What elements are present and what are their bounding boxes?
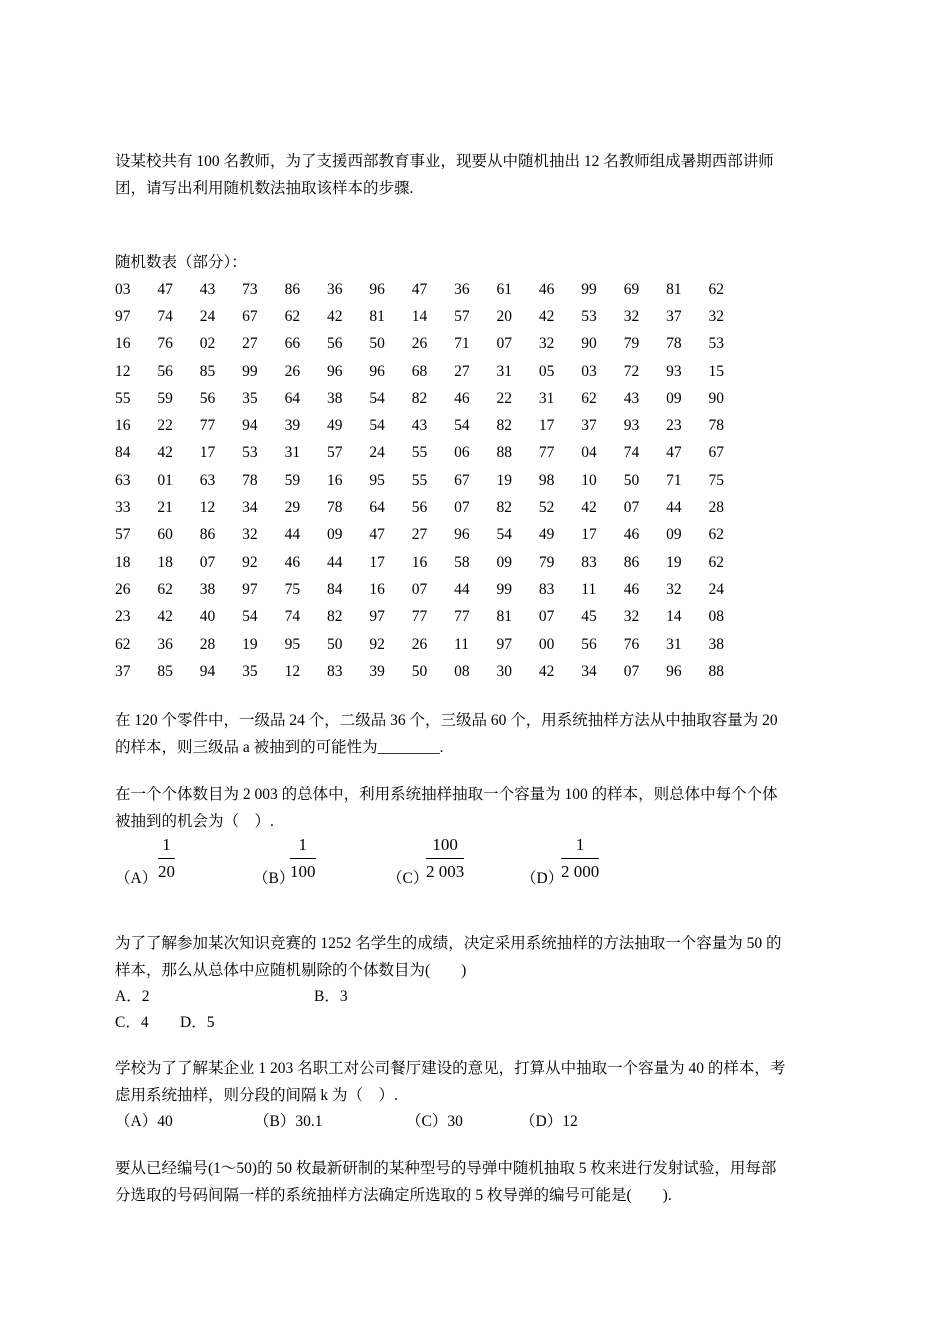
random-table-cell: 47 — [411, 280, 428, 298]
random-table-cell: 32 — [538, 335, 555, 353]
question-4-option-a: A．2 — [115, 988, 150, 1005]
question-3 — [115, 781, 837, 835]
random-table-cell: 47 — [369, 526, 385, 544]
random-table-cell: 84 — [326, 580, 343, 598]
random-table-cell: 47 — [157, 280, 173, 298]
option-b-numerator: 1 — [290, 834, 316, 859]
random-table-cell: 09 — [666, 526, 682, 544]
question-3-line-1: 在一个个体数目为 2 003 的总体中，利用系统抽样抽取一个容量为 100 的样本，则总体中每个个体 — [115, 786, 778, 803]
random-table-cell: 16 — [411, 553, 428, 571]
random-table-cell: 37 — [115, 662, 131, 680]
random-table-cell: 18 — [157, 553, 173, 571]
random-table-cell: 61 — [496, 280, 513, 298]
random-table-cell: 38 — [199, 580, 216, 598]
random-table-cell: 82 — [326, 608, 343, 626]
random-table-cell: 44 — [326, 553, 343, 571]
random-table-cell: 55 — [115, 389, 131, 407]
random-table-cell: 31 — [666, 635, 682, 653]
question-3-line-2: 被抽到的机会为（ ）. — [115, 813, 274, 830]
random-table-cell: 07 — [623, 499, 640, 517]
random-table-cell: 36 — [157, 635, 173, 653]
random-table-cell: 23 — [666, 417, 682, 435]
random-table-cell: 52 — [538, 499, 555, 517]
random-table-cell: 11 — [454, 635, 470, 653]
random-table-cell: 44 — [666, 499, 682, 517]
random-table-cell: 82 — [496, 417, 513, 435]
random-table-row — [115, 658, 751, 685]
question-4 — [115, 930, 837, 984]
random-table-cell: 74 — [157, 307, 173, 325]
option-a-numerator: 1 — [158, 834, 175, 859]
random-table-cell: 33 — [115, 499, 131, 517]
random-table-cell: 78 — [326, 499, 343, 517]
question-1 — [115, 148, 837, 202]
random-table-cell: 77 — [454, 608, 470, 626]
random-table-cell: 95 — [284, 635, 301, 653]
random-table-cell: 62 — [708, 526, 724, 544]
random-table-cell: 00 — [538, 635, 555, 653]
random-table-cell: 71 — [666, 471, 682, 489]
random-table-cell: 09 — [326, 526, 343, 544]
random-table-cell: 11 — [581, 580, 597, 598]
random-table-cell: 37 — [666, 307, 682, 325]
random-table-cell: 46 — [623, 580, 640, 598]
option-c-label: （C） — [387, 870, 429, 887]
question-5 — [115, 1055, 837, 1109]
random-table-cell: 42 — [581, 499, 597, 517]
random-table-cell: 81 — [496, 608, 513, 626]
random-table-cell: 17 — [369, 553, 385, 571]
random-table-cell: 02 — [199, 335, 216, 353]
random-table-cell: 31 — [538, 389, 555, 407]
random-table-cell: 01 — [157, 471, 173, 489]
random-table-cell: 32 — [242, 526, 258, 544]
random-table-cell: 24 — [708, 580, 724, 598]
random-table-row — [115, 385, 751, 412]
random-table-cell: 62 — [581, 389, 597, 407]
random-table-cell: 98 — [538, 471, 555, 489]
option-b-fraction — [290, 834, 316, 883]
random-table-cell: 56 — [581, 635, 597, 653]
question-6-line-2: 分选取的号码间隔一样的系统抽样方法确定所选取的 5 枚导弹的编号可能是( ). — [115, 1187, 672, 1204]
random-table-cell: 42 — [157, 444, 173, 462]
random-table-cell: 09 — [496, 553, 513, 571]
random-table-cell: 94 — [199, 662, 216, 680]
random-table-cell: 53 — [242, 444, 258, 462]
random-table-cell: 78 — [242, 471, 258, 489]
random-table-cell: 30 — [496, 662, 513, 680]
random-table-row — [115, 412, 751, 439]
option-d-fraction — [561, 834, 599, 883]
question-4-line-1: 为了了解参加某次知识竞赛的 1252 名学生的成绩，决定采用系统抽样的方法抽取一个容量为 50 的 — [115, 935, 782, 952]
random-table-cell: 83 — [538, 580, 555, 598]
random-table-cell: 27 — [454, 362, 470, 380]
random-table-cell: 07 — [411, 580, 428, 598]
random-table-cell: 45 — [581, 608, 597, 626]
random-table-cell: 88 — [708, 662, 724, 680]
random-table-cell: 07 — [199, 553, 216, 571]
random-table-cell: 56 — [326, 335, 343, 353]
random-table-cell: 96 — [326, 362, 343, 380]
random-table-row — [115, 358, 751, 385]
random-table-cell: 59 — [284, 471, 301, 489]
random-table-cell: 95 — [369, 471, 385, 489]
random-table-cell: 26 — [411, 335, 428, 353]
random-table-cell: 17 — [538, 417, 555, 435]
random-table-cell: 54 — [496, 526, 513, 544]
question-2-line-2: 的样本，则三级品 a 被抽到的可能性为________. — [115, 739, 444, 756]
random-table-cell: 35 — [242, 389, 258, 407]
random-table-cell: 67 — [454, 471, 470, 489]
random-table-cell: 04 — [581, 444, 597, 462]
random-table-cell: 53 — [708, 335, 724, 353]
random-table-cell: 31 — [284, 444, 301, 462]
random-table-cell: 22 — [157, 417, 173, 435]
random-table-cell: 39 — [284, 417, 301, 435]
random-table-cell: 07 — [623, 662, 640, 680]
random-table-cell: 77 — [411, 608, 428, 626]
option-d-denominator: 2 000 — [561, 862, 600, 881]
random-table-cell: 44 — [454, 580, 470, 598]
random-table-cell: 35 — [242, 662, 258, 680]
question-5-line-1: 学校为了了解某企业 1 203 名职工对公司餐厅建设的意见，打算从中抽取一个容量为 40 的样本，考 — [115, 1060, 786, 1077]
random-table-cell: 75 — [284, 580, 301, 598]
random-table-cell: 83 — [326, 662, 343, 680]
random-table-cell: 38 — [708, 635, 724, 653]
random-table-cell: 36 — [454, 280, 470, 298]
random-table-cell: 97 — [496, 635, 513, 653]
random-table-cell: 54 — [369, 389, 385, 407]
random-table-cell: 62 — [157, 580, 173, 598]
random-table-cell: 42 — [538, 307, 555, 325]
random-table-cell: 54 — [369, 417, 385, 435]
random-table-cell: 54 — [454, 417, 470, 435]
random-table-cell: 92 — [242, 553, 258, 571]
random-table-cell: 46 — [454, 389, 470, 407]
random-table-cell: 74 — [284, 608, 301, 626]
random-table-cell: 76 — [623, 635, 640, 653]
random-table-cell: 46 — [623, 526, 640, 544]
random-table-cell: 84 — [115, 444, 131, 462]
random-table-cell: 67 — [708, 444, 724, 462]
random-table-cell: 44 — [284, 526, 301, 544]
random-table-cell: 14 — [411, 307, 428, 325]
random-table-cell: 68 — [411, 362, 428, 380]
random-table-cell: 07 — [538, 608, 555, 626]
option-c-fraction — [426, 834, 464, 883]
random-table-row — [115, 303, 751, 330]
random-table-cell: 16 — [326, 471, 343, 489]
random-table-cell: 63 — [199, 471, 216, 489]
random-table-cell: 57 — [326, 444, 343, 462]
random-table-cell: 64 — [369, 499, 385, 517]
random-table-cell: 12 — [115, 362, 131, 380]
random-table-cell: 43 — [199, 280, 216, 298]
random-table-row — [115, 494, 751, 521]
random-table-cell: 50 — [326, 635, 343, 653]
random-table-cell: 78 — [666, 335, 682, 353]
random-table-cell: 73 — [242, 280, 258, 298]
random-table-cell: 42 — [326, 307, 343, 325]
random-table-row — [115, 549, 751, 576]
random-table-cell: 32 — [666, 580, 682, 598]
random-table-row — [115, 440, 751, 467]
random-table-cell: 50 — [623, 471, 640, 489]
question-1-line-2: 团，请写出利用随机数法抽取该样本的步骤. — [115, 180, 414, 197]
random-table-cell: 96 — [454, 526, 470, 544]
question-6-line-1: 要从已经编号(1～50)的 50 枚最新研制的某种型号的导弹中随机抽取 5 枚来进行发射试验，用每部 — [115, 1160, 777, 1177]
random-table-cell: 20 — [496, 307, 513, 325]
random-table-cell: 83 — [581, 553, 597, 571]
random-table-cell: 49 — [538, 526, 555, 544]
random-table-cell: 59 — [157, 389, 173, 407]
random-table-row — [115, 522, 751, 549]
random-table-cell: 43 — [623, 389, 640, 407]
random-table-cell: 08 — [454, 662, 470, 680]
random-table-cell: 86 — [199, 526, 216, 544]
random-table-cell: 72 — [623, 362, 640, 380]
random-table-cell: 86 — [623, 553, 640, 571]
question-4-option-c: C．4 — [115, 1014, 149, 1031]
random-table-cell: 93 — [623, 417, 640, 435]
random-table-cell: 16 — [115, 417, 131, 435]
random-table-cell: 23 — [115, 608, 131, 626]
random-table-cell: 24 — [199, 307, 216, 325]
random-table-cell: 64 — [284, 389, 301, 407]
option-a-fraction — [158, 834, 175, 883]
random-table-cell: 21 — [157, 499, 173, 517]
question-5-option-a: （A）40 — [115, 1113, 173, 1130]
question-5-option-c: （C）30 — [406, 1113, 463, 1130]
random-table-cell: 63 — [115, 471, 131, 489]
random-table-cell: 42 — [538, 662, 555, 680]
random-table-cell: 71 — [454, 335, 470, 353]
random-table-cell: 78 — [708, 417, 724, 435]
option-c-denominator: 2 003 — [426, 862, 465, 881]
random-table-cell: 85 — [157, 662, 173, 680]
random-table-cell: 67 — [242, 307, 258, 325]
random-table-cell: 28 — [708, 499, 724, 517]
random-table-cell: 38 — [326, 389, 343, 407]
question-2 — [115, 707, 837, 761]
question-5-option-d: （D）12 — [520, 1113, 578, 1130]
random-table-row — [115, 467, 751, 494]
random-table-cell: 54 — [242, 608, 258, 626]
random-table-cell: 75 — [708, 471, 724, 489]
random-table-cell: 97 — [369, 608, 385, 626]
random-table-cell: 15 — [708, 362, 724, 380]
random-table-cell: 18 — [115, 553, 131, 571]
random-table-cell: 42 — [157, 608, 173, 626]
random-table-cell: 74 — [623, 444, 640, 462]
random-table-cell: 97 — [115, 307, 131, 325]
random-table-cell: 62 — [284, 307, 301, 325]
random-table-cell: 69 — [623, 280, 640, 298]
random-table-cell: 49 — [326, 417, 343, 435]
random-table-cell: 27 — [411, 526, 428, 544]
random-table-cell: 50 — [411, 662, 428, 680]
random-table-cell: 56 — [199, 389, 216, 407]
random-table-cell: 26 — [115, 580, 131, 598]
random-table-cell: 81 — [369, 307, 385, 325]
random-table-cell: 12 — [284, 662, 301, 680]
random-table-cell: 79 — [538, 553, 555, 571]
random-table-cell: 07 — [454, 499, 470, 517]
option-d-label: （D） — [521, 870, 564, 887]
random-table-cell: 96 — [369, 280, 385, 298]
random-table-cell: 03 — [115, 280, 131, 298]
random-table-cell: 43 — [411, 417, 428, 435]
random-table-title: 随机数表（部分）： — [115, 254, 247, 271]
random-table-cell: 66 — [284, 335, 301, 353]
random-table-cell: 57 — [454, 307, 470, 325]
random-table-cell: 81 — [666, 280, 682, 298]
random-table-cell: 31 — [496, 362, 513, 380]
random-table-cell: 60 — [157, 526, 173, 544]
random-table-cell: 90 — [581, 335, 597, 353]
random-table-cell: 09 — [666, 389, 682, 407]
random-table-cell: 26 — [411, 635, 428, 653]
random-table-cell: 19 — [496, 471, 513, 489]
random-table-cell: 88 — [496, 444, 513, 462]
random-table-cell: 56 — [157, 362, 173, 380]
question-5-option-b: （B）30.1 — [254, 1113, 323, 1130]
random-table-cell: 86 — [284, 280, 301, 298]
random-table-cell: 56 — [411, 499, 428, 517]
random-table-cell: 32 — [623, 608, 640, 626]
random-table-cell: 28 — [199, 635, 216, 653]
random-number-table — [115, 276, 751, 685]
random-table-row — [115, 576, 751, 603]
random-table-cell: 57 — [115, 526, 131, 544]
random-table-cell: 79 — [623, 335, 640, 353]
random-table-cell: 94 — [242, 417, 258, 435]
random-table-cell: 19 — [666, 553, 682, 571]
random-table-cell: 26 — [284, 362, 301, 380]
question-4-option-d: D．5 — [180, 1014, 215, 1031]
random-table-cell: 85 — [199, 362, 216, 380]
random-table-cell: 47 — [666, 444, 682, 462]
random-table-cell: 93 — [666, 362, 682, 380]
random-table-cell: 96 — [666, 662, 682, 680]
random-table-cell: 22 — [496, 389, 513, 407]
question-4-line-2: 样本，那么从总体中应随机剔除的个体数目为( ) — [115, 962, 467, 979]
random-table-cell: 82 — [496, 499, 513, 517]
random-table-cell: 19 — [242, 635, 258, 653]
random-table-cell: 55 — [411, 471, 428, 489]
random-table-row — [115, 276, 751, 303]
random-table-cell: 08 — [708, 608, 724, 626]
random-table-cell: 96 — [369, 362, 385, 380]
random-table-cell: 99 — [496, 580, 513, 598]
random-table-cell: 32 — [708, 307, 724, 325]
random-table-cell: 34 — [581, 662, 597, 680]
random-table-cell: 62 — [708, 280, 724, 298]
option-d-numerator: 1 — [561, 834, 599, 859]
random-table-cell: 34 — [242, 499, 258, 517]
random-table-cell: 05 — [538, 362, 555, 380]
random-table-row — [115, 604, 751, 631]
random-table-cell: 99 — [581, 280, 597, 298]
random-table-cell: 62 — [708, 553, 724, 571]
random-table-cell: 97 — [242, 580, 258, 598]
question-6 — [115, 1155, 837, 1209]
random-table-cell: 36 — [326, 280, 343, 298]
random-table-cell: 12 — [199, 499, 216, 517]
random-table-cell: 90 — [708, 389, 724, 407]
random-table-cell: 16 — [115, 335, 131, 353]
random-table-cell: 46 — [538, 280, 555, 298]
random-table-cell: 06 — [454, 444, 470, 462]
random-table-cell: 39 — [369, 662, 385, 680]
random-table-cell: 07 — [496, 335, 513, 353]
random-table-cell: 32 — [623, 307, 640, 325]
random-table-cell: 99 — [242, 362, 258, 380]
random-table-cell: 27 — [242, 335, 258, 353]
random-table-cell: 17 — [581, 526, 597, 544]
question-1-line-1: 设某校共有 100 名教师，为了支援西部教育事业，现要从中随机抽出 12 名教师组成暑期西部讲师 — [115, 153, 774, 170]
random-table-cell: 50 — [369, 335, 385, 353]
random-table-cell: 58 — [454, 553, 470, 571]
random-table-cell: 40 — [199, 608, 216, 626]
option-b-denominator: 100 — [290, 862, 316, 881]
option-c-numerator: 100 — [426, 834, 464, 859]
option-a-label: （A） — [115, 870, 158, 887]
option-a-denominator: 20 — [158, 862, 175, 881]
random-table-cell: 46 — [284, 553, 301, 571]
option-b-label: （B） — [253, 870, 295, 887]
random-table-cell: 24 — [369, 444, 385, 462]
random-table-cell: 77 — [199, 417, 216, 435]
random-table-cell: 82 — [411, 389, 428, 407]
random-table-cell: 53 — [581, 307, 597, 325]
random-table-cell: 76 — [157, 335, 173, 353]
random-table-cell: 03 — [581, 362, 597, 380]
random-table-row — [115, 631, 751, 658]
random-table-cell: 62 — [115, 635, 131, 653]
question-2-line-1: 在 120 个零件中，一级品 24 个，二级品 36 个，三级品 60 个，用系统抽样方法从中抽取容量为 20 — [115, 712, 778, 729]
random-table-row — [115, 331, 751, 358]
question-5-line-2: 虑用系统抽样，则分段的间隔 k 为（ ）. — [115, 1087, 398, 1104]
random-table-cell: 16 — [369, 580, 385, 598]
random-table-cell: 37 — [581, 417, 597, 435]
random-table-cell: 10 — [581, 471, 597, 489]
random-table-cell: 77 — [538, 444, 555, 462]
random-table-cell: 55 — [411, 444, 428, 462]
question-4-option-b: B．3 — [314, 988, 348, 1005]
random-table-cell: 17 — [199, 444, 216, 462]
random-table-cell: 14 — [666, 608, 682, 626]
random-table-cell: 29 — [284, 499, 301, 517]
random-table-cell: 92 — [369, 635, 385, 653]
